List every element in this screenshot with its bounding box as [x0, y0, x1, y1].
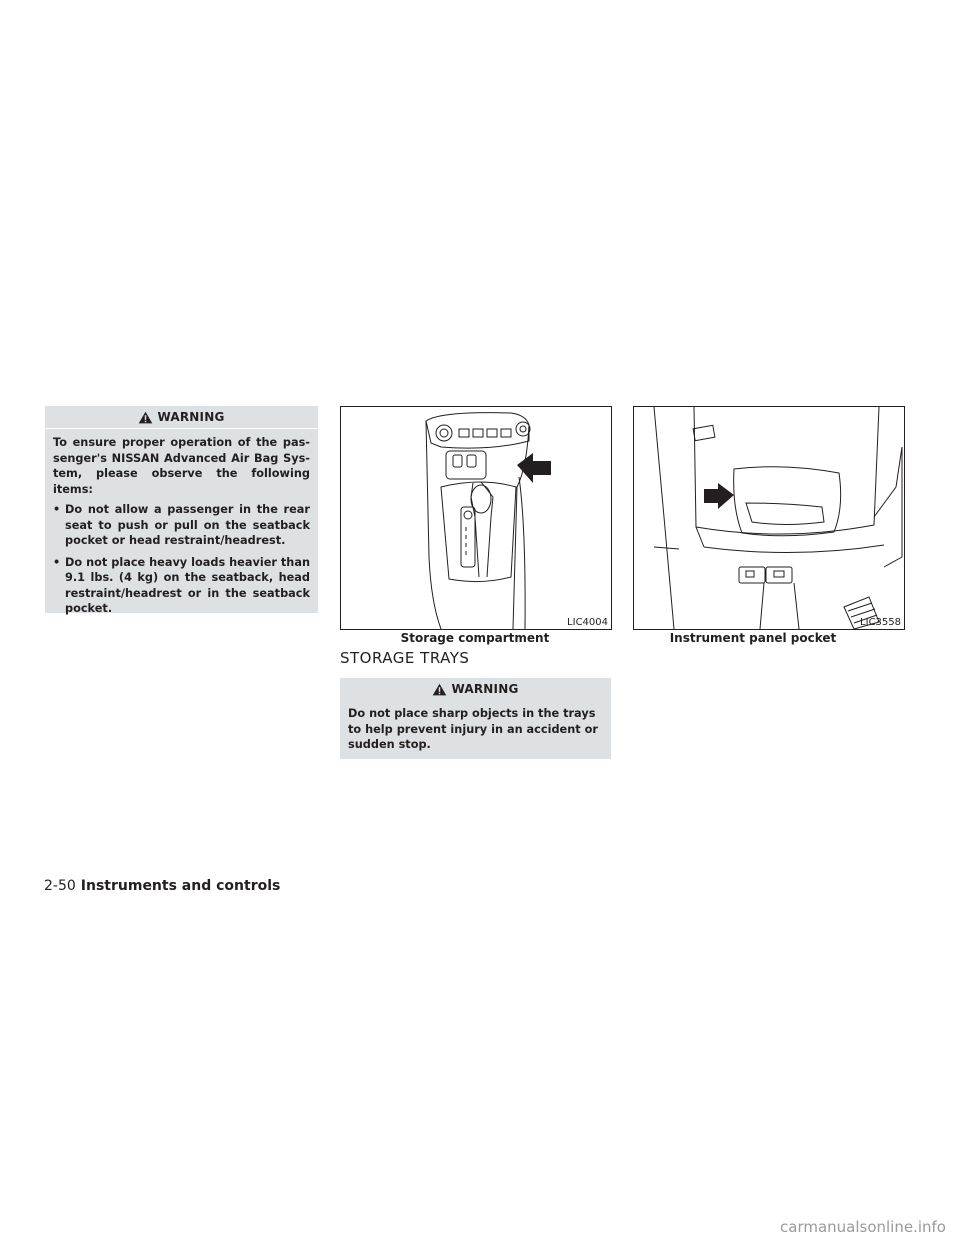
storage-compartment-illustration	[341, 407, 611, 629]
warning-box-1	[45, 406, 318, 613]
warning-body-text: Do not place sharp objects in the trays to help prevent injury in an accident or sudden stop.	[348, 707, 598, 751]
page-footer	[44, 878, 280, 894]
warning-intro: To ensure proper operation of the pas-senger's NISSAN Advanced Air Bag Sys-tem, please observe the following items:	[53, 436, 310, 496]
figure-storage-compartment	[340, 406, 612, 630]
warning-text	[340, 700, 611, 759]
section-title: STORAGE TRAYS	[340, 649, 470, 667]
figure-caption: Instrument panel pocket	[669, 631, 837, 645]
warning-header	[340, 678, 611, 701]
warning-header	[45, 406, 318, 429]
figure-code: LIC4004	[567, 617, 608, 628]
warning-heading: WARNING	[157, 410, 225, 424]
warning-bullet: • Do not allow a passenger in the rear seat to push or pull on the seatback pocket or head restraint/headrest.	[53, 503, 310, 547]
figure-caption: Storage compartment	[400, 631, 550, 645]
watermark: carmanualsonline.info	[780, 1218, 946, 1236]
footer-section: Instruments and controls	[80, 878, 281, 894]
warning-triangle-icon	[432, 683, 447, 696]
figure-instrument-panel-pocket	[633, 406, 905, 630]
warning-bullet: • Do not place heavy loads heavier than 9.1 lbs. (4 kg) on the seatback, head restraint/headrest or in the seatback pocket.	[53, 555, 310, 615]
page-number: 2-50	[44, 878, 76, 894]
figure-code: LIC3558	[860, 617, 901, 628]
warning-heading: WARNING	[451, 682, 519, 696]
warning-triangle-icon	[138, 411, 153, 424]
instrument-panel-pocket-illustration	[634, 407, 904, 629]
